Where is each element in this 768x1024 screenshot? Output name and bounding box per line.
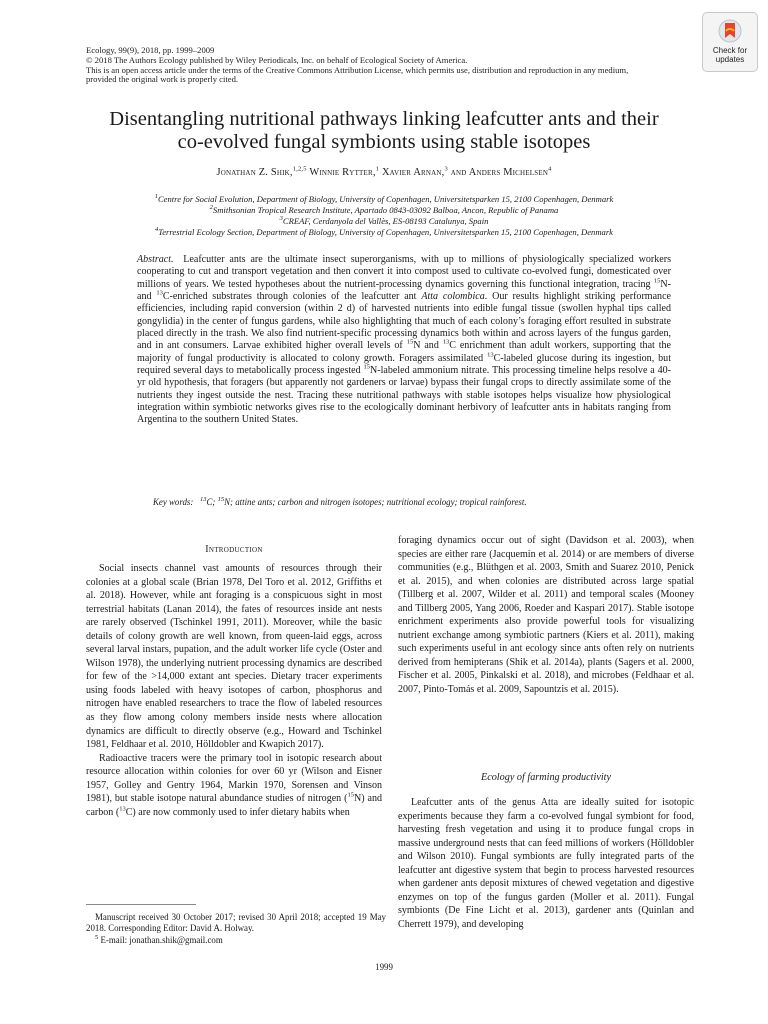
badge-text-1: Check for bbox=[712, 46, 748, 55]
badge-text-2: updates bbox=[715, 54, 745, 64]
citation-line: Ecology, 99(9), 2018, pp. 1999–2009 bbox=[86, 45, 215, 55]
footnotes bbox=[86, 912, 386, 946]
right-column bbox=[398, 534, 694, 697]
license-line-2: provided the original work is properly cited. bbox=[86, 74, 239, 85]
affiliation-2: $^2$Smithsonian Tropical Research Institute, Apartado 0843-03092 Balboa, Ancon, Republic of Panama bbox=[209, 204, 559, 215]
left-column bbox=[86, 562, 382, 819]
author-1: Jonathan Z. Shik, bbox=[216, 167, 293, 178]
subsection-paragraph-1: Leafcutter ants of the genus Atta are ideally suited for isotopic experiments because they farm a co-evolved fungal symbiont for food, harvesting fresh vegetation and using it to produce fungal crops in massive underground nests that can feed millions of workers (Hölldobler and Wilson 2010). Fungal symbionts are fully integrated parts of the leafcutter ant digestive system that begin to process harvested resources when gardener ants deposit mixtures of chewed vegetation and digestive enzymes on top of the fungus garden (Moller et al. 2011). Fungal symbionts (De Fine Licht et al. 2013), gardener ants (Quinlan and Cherrett 1979), and developing bbox=[398, 797, 694, 930]
author-2: Winnie Rytter, bbox=[309, 167, 376, 178]
journal-meta bbox=[86, 46, 686, 85]
license-line: This is an open access article under the terms of the Creative Commons Attribution License, which permits use, distribution and reproduction in any medium, bbox=[86, 64, 629, 75]
affiliation-3: $^3$CREAF, Cerdanyola del Vallès, ES-08193 Catalunya, Spain bbox=[279, 215, 489, 226]
species-name: Atta colombica bbox=[421, 291, 485, 303]
author-list bbox=[84, 167, 684, 178]
intro-paragraph-3: foraging dynamics occur out of sight (Davidson et al. 2003), when species are either rare (Jacquemin et al. 2014) or are members of diverse communities (e.g., Blüthgen et al. 2003, Smith and Suarez 2010, Penick et al. 2015), and when colonies are distributed across large spatial (Tillberg et al. 2007, Wilder et al. 2011) and temporal scales (Mooney and Tillberg 2005, Yang 2006, Roeder and Kaspari 2017). Stable isotope enrichment experiments also provide powerful tools for visualizing nutrient exchange among symbiotic partners (Kiers et al. 2011), making such experiments useful in ant ecology since ants often rely on nutrients derived from hemipterans (Shik et al. 2014a), plants (Sagers et al. 2000, Fischer et al. 2005, Pinkalski et al. 2018), and microbes (Feldhaar et al. 2007, Pinto-Tomás et al. 2009, Sapountzis et al. 2015). bbox=[398, 535, 694, 696]
right-column-lower bbox=[398, 796, 694, 931]
intro-paragraph-1: Social insects channel vast amounts of resources through their colonies at a global scale (Brian 1978, Del Toro et al. 2012, Griffiths et al. 2018). However, while ant foraging is a conspicuous sight in most terrestrial habitats (Lanan 2014), the fates of resources inside ant nests are rarely observed (Tschinkel 1991, 2011). Moreover, while the basic details of colony growth are well known, from queen-laid eggs, across several larval instars, pupation, and the adult worker life cycle (Oster and Wilson 1978), the underlying nutrient processing dynamics are described for few of the >14,000 extant ant species. Dietary tracer experiments using foods labeled with heavy isotopes of carbon, phosphorus and nitrogen have enabled researchers to trace the flow of labeled resources as they flow among colony members inside nests where allocation dynamics are difficult to directly observe (e.g., Howard and Tschinkel 1981, Feldhaar et al. 2010, Hölldobler and Kwapich 2017). bbox=[86, 563, 382, 751]
email-note: $^5$ E-mail: jonathan.shik@gmail.com bbox=[95, 933, 223, 945]
author-3-affil: 3 bbox=[444, 165, 448, 173]
abstract: Abstract. Leafcutter ants are the ultimate insect superorganisms, with up to millions of physiologically specialized workers cooperating to cut and transport vegetation and then convert it into compost used to cultivate co-evolved fungi, domesticated over millions of years. We tested hypotheses about the nutrient-processing dynamics governing this functional integration, tracing $^{15}$N- and $^{13}$C-enriched substrates through colonies of the leafcutter ant Atta colombica. Our results highlight striking performance efficiencies, including rapid conversion (within 2 d) of harvested nutrients into edible fungal tissue (swollen hyphal tips called gongylidia) in the center of fungus gardens, while also highlighting that much of each colony’s foraging effort resulted in substrate placed directly in the trash. We also find nutrient-specific processing dynamics both within and across layers of the fungus garden, and in ant consumers. Larvae exhibited higher overall levels of $^{15}$N and $^{13}$C enrichment than adult workers, supporting that the majority of fungal productivity is allocated to colony growth. Foragers assimilated $^{13}$C-labeled glucose during its ingestion, but required several days to metabolically process ingested $^{15}$N-labeled ammonium nitrate. This processing timeline helps resolve a 40-yr old hypothesis, that foragers (but apparently not gardeners or larvae) bypass their fungal crops to directly assimilate some of the nutrients they ingest outside the nest. Tracing these nutritional pathways with stable isotopes helps visualize how physiological integration within symbiotic networks gives rise to the ecologically dominant herbivory of leafcutter ants in habitats ranging from Argentina to the southern United States. bbox=[137, 254, 672, 426]
author-2-affil: 1 bbox=[375, 165, 380, 173]
copyright-line: © 2018 The Authors Ecology published by Wiley Periodicals, Inc. on behalf of Ecological Society of America. bbox=[86, 54, 468, 65]
footnote-divider bbox=[86, 904, 196, 905]
article-title bbox=[84, 108, 684, 154]
subsection-heading: Ecology of farming productivity bbox=[480, 772, 612, 783]
affiliation-1: $^1$Centre for Social Evolution, Department of Biology, University of Copenhagen, Universitetsparken 15, 2100 Copenhagen, Denmark bbox=[154, 193, 614, 204]
author-4: and Anders Michelsen bbox=[450, 167, 549, 178]
author-1-affil: 1,2,5 bbox=[292, 165, 307, 173]
affiliation-4: $^4$Terrestrial Ecology Section, Department of Biology, University of Copenhagen, Universitetsparken 15, 2100 Copenhagen, Denmark bbox=[154, 226, 613, 237]
title-line-2: co-evolved fungal symbionts using stable isotopes bbox=[177, 131, 591, 153]
check-for-updates-badge[interactable] bbox=[702, 12, 758, 72]
intro-paragraph-2: Radioactive tracers were the primary tool in isotopic research about resource allocation within colonies for over 60 yr (Wilson and Eisner 1957, Golley and Gentry 1964, Markin 1970, Sorensen and Vinson 1981), but stable isotope natural abundance studies of nitrogen ($^{15}$N) and carbon ($^{13}$C) are now commonly used to infer dietary habits when bbox=[86, 752, 382, 818]
affiliations bbox=[84, 194, 684, 238]
crossmark-icon bbox=[717, 18, 743, 46]
keywords: Key words: $^{13}$C; $^{15}$N; attine ants; carbon and nitrogen isotopes; nutritional ecology; tropical rainforest. bbox=[153, 496, 527, 507]
author-4-affil: 4 bbox=[548, 165, 552, 173]
abstract-label: Abstract. bbox=[137, 254, 174, 265]
title-line-1: Disentangling nutritional pathways linking leafcutter ants and their bbox=[109, 108, 659, 130]
introduction-heading: Introduction bbox=[205, 544, 263, 555]
author-3: Xavier Arnan, bbox=[381, 167, 445, 178]
page-number: 1999 bbox=[375, 962, 393, 972]
keywords-label: Key words: bbox=[153, 497, 194, 507]
manuscript-note: Manuscript received 30 October 2017; revised 30 April 2018; accepted 19 May 2018. Corresponding Editor: David A. Holway. bbox=[86, 912, 386, 934]
